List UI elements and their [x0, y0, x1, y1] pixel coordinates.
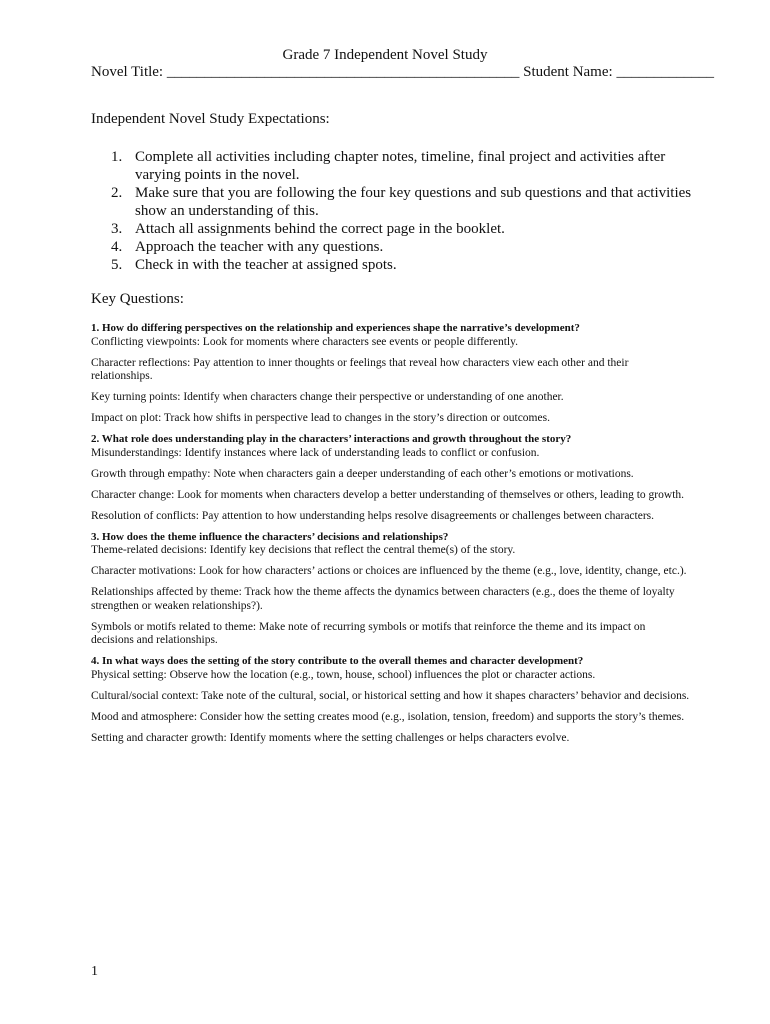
- expectation-text: Approach the teacher with any questions.: [135, 239, 384, 255]
- student-name-field: _____________: [616, 64, 714, 80]
- question-title: 2. What role does understanding play in the characters’ interactions and growth throughout the story?: [91, 433, 572, 445]
- expectation-text: Complete all activities including chapter notes, timeline, final project and activities after varying points in the novel.: [135, 149, 666, 183]
- question-subpoint: Setting and character growth: Identify moments where the setting challenges or helps characters evolve.: [91, 731, 570, 744]
- expectation-item: [91, 184, 701, 220]
- question-block-2: [91, 433, 691, 523]
- question-title: 1. How do differing perspectives on the relationship and experiences shape the narrative’s development?: [91, 322, 580, 334]
- question-subpoint: Resolution of conflicts: Pay attention to how understanding helps resolve disagreements or challenges between characters.: [91, 509, 655, 522]
- expectation-item: [91, 238, 701, 256]
- question-subpoint: Symbols or motifs related to theme: Make note of recurring symbols or motifs that reinforce the theme and its impact on decisions and relationships.: [91, 620, 646, 646]
- novel-title-label: Novel Title:: [91, 64, 167, 80]
- expectation-number: 5.: [111, 257, 123, 273]
- expectations-heading: Independent Novel Study Expectations:: [91, 111, 330, 127]
- question-subpoint: Character motivations: Look for how characters’ actions or choices are influenced by the theme (e.g., love, identity, change, etc.).: [91, 565, 687, 577]
- expectations-list: [91, 148, 701, 274]
- question-subpoint: Relationships affected by theme: Track how the theme affects the dynamics between characters (e.g., does the theme of loyalty strengthen or weaken relationships?).: [91, 586, 675, 612]
- expectation-item: [91, 256, 701, 274]
- question-subpoint: Character change: Look for moments when characters develop a better understanding of themselves or others, leading to growth.: [91, 488, 685, 501]
- question-title: 4. In what ways does the setting of the story contribute to the overall themes and character development?: [91, 655, 584, 667]
- question-block-1: [91, 322, 691, 426]
- page-number: 1: [91, 964, 98, 979]
- question-subpoint: Growth through empathy: Note when characters gain a deeper understanding of each other’s emotions or motivations.: [91, 467, 634, 480]
- novel-title-field: _______________________________________________: [166, 64, 520, 80]
- page-title: Grade 7 Independent Novel Study: [282, 47, 488, 63]
- key-questions-section: [91, 322, 691, 753]
- question-subpoint: Misunderstandings: Identify instances where lack of understanding leads to conflict or confusion.: [91, 446, 540, 459]
- expectation-number: 1.: [111, 149, 123, 165]
- header-fields: [91, 64, 714, 81]
- expectation-number: 3.: [111, 221, 123, 237]
- question-subpoint: Key turning points: Identify when characters change their perspective or understanding of one another.: [91, 391, 564, 403]
- expectation-text: Make sure that you are following the four key questions and sub questions and that activities show an understanding of this.: [135, 185, 692, 219]
- expectation-number: 2.: [111, 185, 123, 201]
- student-name-label: Student Name:: [519, 64, 617, 80]
- question-subpoint: Theme-related decisions: Identify key decisions that reflect the central theme(s) of the story.: [91, 544, 516, 556]
- question-subpoint: Mood and atmosphere: Consider how the setting creates mood (e.g., isolation, tension, freedom) and supports the story’s themes.: [91, 710, 685, 723]
- expectation-text: Attach all assignments behind the correct page in the booklet.: [135, 221, 505, 237]
- question-subpoint: Cultural/social context: Take note of the cultural, social, or historical setting and how it shapes characters’ behavior and decisions.: [91, 689, 690, 702]
- expectation-text: Check in with the teacher at assigned spots.: [135, 257, 397, 273]
- question-subpoint: Conflicting viewpoints: Look for moments where characters see events or people differently.: [91, 335, 518, 348]
- key-questions-heading: Key Questions:: [91, 291, 184, 307]
- question-subpoint: Impact on plot: Track how shifts in perspective lead to changes in the story’s direction or outcomes.: [91, 412, 550, 424]
- expectation-item: [91, 220, 701, 238]
- question-subpoint: Character reflections: Pay attention to inner thoughts or feelings that reveal how characters view each other and their relationships.: [91, 356, 629, 382]
- expectation-item: [91, 148, 701, 184]
- question-subpoint: Physical setting: Observe how the location (e.g., town, house, school) influences the plot or character actions.: [91, 668, 596, 681]
- question-block-4: [91, 655, 691, 745]
- expectation-number: 4.: [111, 239, 123, 255]
- question-title: 3. How does the theme influence the characters’ decisions and relationships?: [91, 530, 449, 543]
- question-block-3: [91, 531, 691, 648]
